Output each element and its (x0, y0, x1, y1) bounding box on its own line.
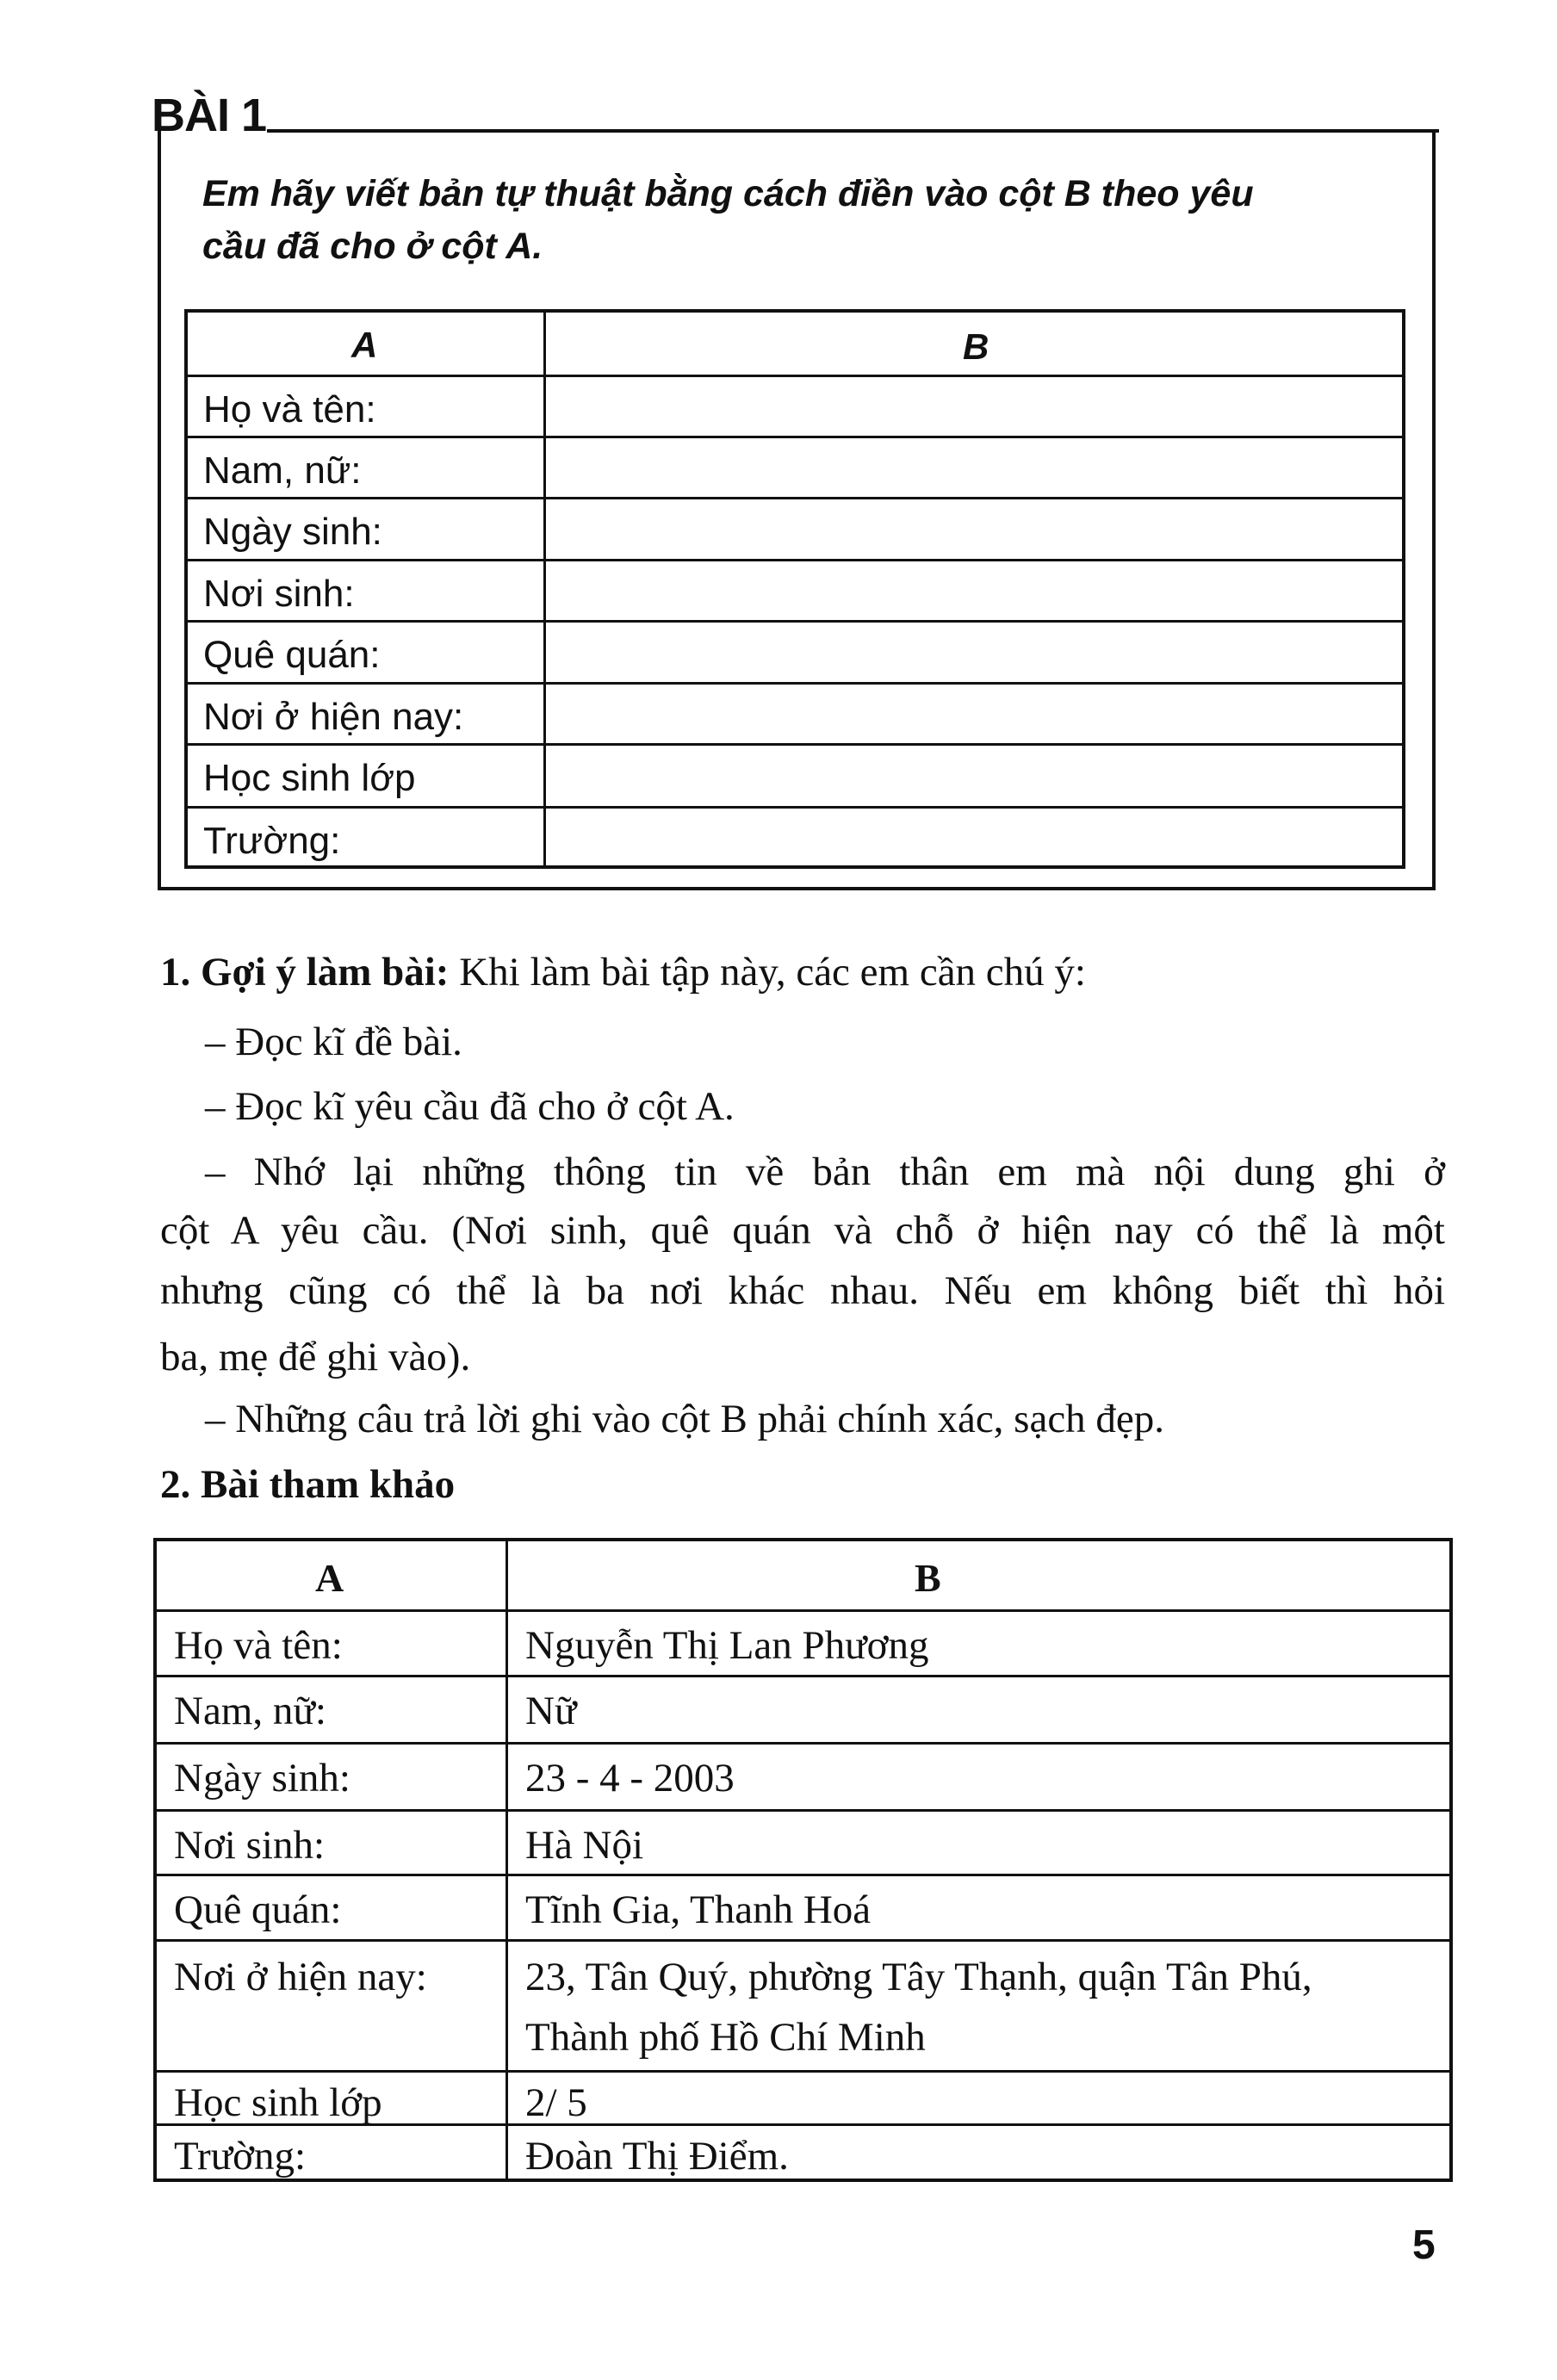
form-row (188, 375, 1402, 437)
reference-label: Ngày sinh: (174, 1756, 350, 1800)
form-answer-field-gender[interactable] (562, 452, 1389, 493)
reference-row (157, 1742, 1449, 1809)
column-a-header: A (351, 325, 378, 365)
hint-paragraph-line: – Nhớ lại những thông tin về bản thân em mà nội dung ghi ở (205, 1150, 1445, 1194)
reference-value: 2/ 5 (525, 2080, 587, 2125)
form-answer-field-class[interactable] (562, 759, 1389, 801)
column-b-header: B (915, 1556, 941, 1600)
form-answer-field-school[interactable] (562, 822, 1389, 864)
reference-label: Quê quán: (174, 1887, 342, 1932)
form-header-row (188, 313, 1402, 377)
form-row (188, 559, 1402, 621)
form-row (188, 436, 1402, 498)
form-label: Ngày sinh: (203, 511, 382, 553)
reference-value: 23 - 4 - 2003 (525, 1756, 735, 1800)
form-row (188, 743, 1402, 806)
hint-paragraph-line: ba, mẹ để ghi vào). (160, 1335, 471, 1379)
reference-header-row (157, 1541, 1449, 1611)
reference-label: Nam, nữ: (174, 1689, 326, 1733)
reference-row (157, 1874, 1449, 1939)
reference-row (157, 1609, 1449, 1675)
hints-heading-text: Khi làm bài tập này, các em cần chú ý: (449, 950, 1086, 995)
form-row (188, 806, 1402, 869)
page-number: 5 (1412, 2222, 1436, 2268)
form-label: Quê quán: (203, 634, 381, 676)
form-answer-field-name[interactable] (562, 391, 1389, 432)
form-label: Nơi sinh: (203, 573, 355, 615)
column-a-header: A (315, 1556, 344, 1600)
hint-paragraph-line: nhưng cũng có thể là ba nơi khác nhau. Nếu em không biết thì hỏi (160, 1268, 1445, 1313)
hint-item: – Đọc kĩ đề bài. (205, 1020, 462, 1064)
hints-heading-label: 1. Gợi ý làm bài: (160, 950, 450, 995)
reference-heading: 2. Bài tham khảo (160, 1462, 456, 1507)
reference-value: Hà Nội (525, 1823, 644, 1868)
hint-item: – Đọc kĩ yêu cầu đã cho ở cột A. (205, 1084, 735, 1129)
form-answer-field-hometown[interactable] (562, 636, 1389, 678)
reference-row (157, 1939, 1449, 2070)
form-label: Nam, nữ: (203, 449, 362, 492)
form-label: Học sinh lớp (203, 757, 416, 799)
form-label: Họ và tên: (203, 388, 376, 431)
hints-heading (160, 952, 1086, 993)
instruction-line-1: Em hãy viết bản tự thuật bằng cách điền vào cột B theo yêu (202, 173, 1254, 214)
reference-label: Họ và tên: (174, 1623, 343, 1668)
hint-paragraph-line: cột A yêu cầu. (Nơi sinh, quê quán và chỗ ở hiện nay có thể là một (160, 1208, 1445, 1253)
form-row (188, 620, 1402, 682)
reference-value: Nguyễn Thị Lan Phương (525, 1623, 929, 1668)
form-table (184, 309, 1405, 869)
reference-value: Nữ (525, 1689, 577, 1733)
reference-label: Trường: (174, 2134, 307, 2179)
reference-row (157, 1809, 1449, 1874)
form-label: Nơi ở hiện nay: (203, 696, 464, 738)
column-b-header: B (963, 326, 989, 367)
reference-value-line: Thành phố Hồ Chí Minh (525, 2015, 926, 2060)
reference-value: Đoàn Thị Điểm. (525, 2134, 789, 2179)
reference-value-line: 23, Tân Quý, phường Tây Thạnh, quận Tân Phú, (525, 1955, 1312, 1999)
exercise-title: BÀI 1 (152, 90, 267, 141)
instruction-line-2: cầu đã cho ở cột A. (202, 226, 543, 267)
form-row (188, 497, 1402, 559)
reference-label: Học sinh lớp (174, 2080, 382, 2125)
form-label: Trường: (203, 820, 341, 862)
reference-table (153, 1538, 1453, 2182)
reference-value: Tĩnh Gia, Thanh Hoá (525, 1887, 872, 1932)
reference-label: Nơi sinh: (174, 1823, 326, 1868)
reference-row (157, 2070, 1449, 2125)
form-row (188, 682, 1402, 744)
reference-row (157, 2123, 1449, 2182)
reference-row (157, 1675, 1449, 1742)
reference-label: Nơi ở hiện nay: (174, 1955, 427, 1999)
form-answer-field-birthplace[interactable] (562, 575, 1389, 617)
hint-item: – Những câu trả lời ghi vào cột B phải chính xác, sạch đẹp. (205, 1397, 1165, 1441)
form-answer-field-current-address[interactable] (562, 698, 1389, 740)
form-answer-field-birthdate[interactable] (562, 513, 1389, 555)
